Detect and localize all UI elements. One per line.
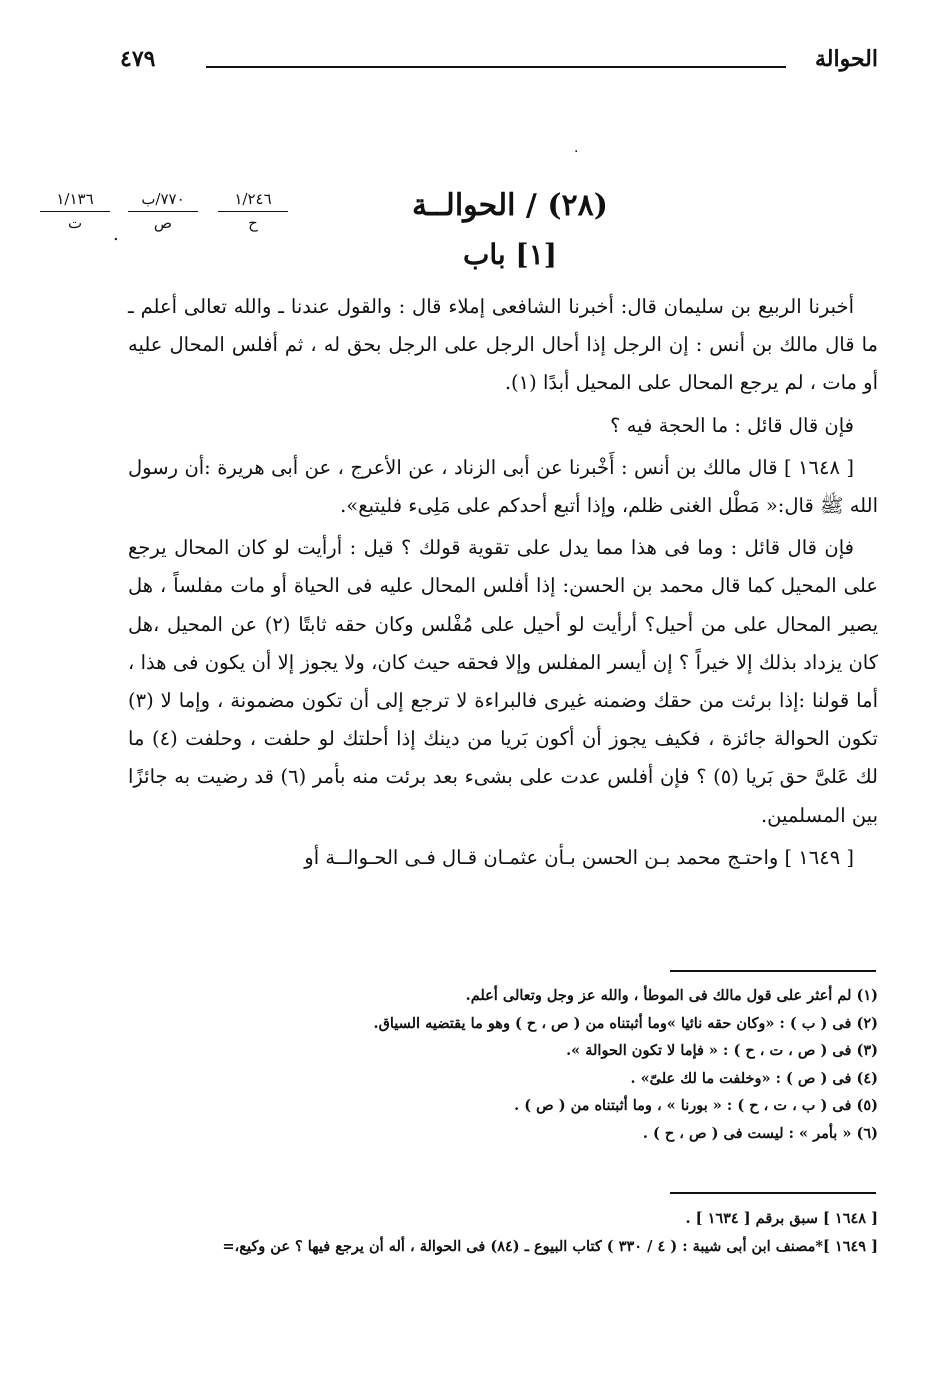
ref-folio: ١/١٣٦ [40,190,110,212]
hadith-note: [ ١٦٤٩ ]*مصنف ابن أبى شيبة : ( ٤ / ٣٣٠ ) كتاب البيوع ـ (٨٤) فى الحوالة ، أله أن يرجع فيها ؟ عن وكيع،= [222,1238,878,1255]
footnote: (٥) فى ( ب ، ت ، ح ) : « بورنا » ، وما أثبتناه من ( ص ) . [514,1097,878,1114]
running-title: الحوالة [815,46,878,72]
header-rule [206,66,786,68]
ref-siglum: ح [248,214,258,232]
paragraph: [ ١٦٤٨ ] قال مالك بن أنس : أَخْبرنا عن أبى الزناد ، عن الأعرج ، عن أبى هريرة :أن رسول الله ﷺ قال:« مَطْل الغنى ظلم، وإذا أتبع أحدكم على مَلِىء فليتبع». [128,455,878,518]
footnote: (٣) فى ( ص ، ت ، ح ) : « فإما لا تكون الحوالة ». [566,1042,878,1059]
ref-folio: ٧٧٠/ب [128,190,198,212]
manuscript-ref-ha [218,190,288,232]
paragraph: فإن قال قائل : وما فى هذا مما يدل على تقوية قولك ؟ قيل : أرأيت لو كان المحال يرجع على المحيل كما قال محمد بن الحسن: إذا أفلس المحال عليه فى الحياة أو مات مفلساً ، هل يصير المحال على من أحيل؟ أرأيت لو أحيل على مُفْلس وكان حقه ثابتًا (٢) عن المحيل ،هل كان يزداد بذلك إلا خيراً ؟ إن أيسر المفلس وإلا فحقه حيث كان، ولا يجوز إلا أن يكون فى هذا ، أما قولنا :إذا برئت من حقك وضمنه غيرى فالبراءة لا ترجع إلى أن تكون مضمونة ، وإما لا (٣) تكون الحوالة جائزة ، فكيف يجوز أن أكون بَريا من دينك إذا أحلتك لو حلفت ، وحلفت (٤) ما لك عَلىَّ حق بَريا (٥) ؟ فإن أفلس عدت على بشىء بعد برئت منه بأمر (٦) قد رضيت به جائزًا بين المسلمين. [128,536,878,827]
separator-dot: . [113,224,119,245]
ref-siglum: ص [153,214,173,232]
paragraph: [ ١٦٤٩ ] واحتـج محمد بـن الحسن بـأن عثمـان قـال فـى الحـوالــة أو [304,845,854,869]
chapter-title: (٢٨) / الحوالــة [412,188,608,223]
footnote: (٢) فى ( ب ) : «وكان حقه نائيا »وما أثبتناه من ( ص ، ح ) وهو ما يقتضيه السياق. [373,1014,878,1032]
stray-mark: . [574,140,579,156]
paragraph: فإن قال قائل : ما الحجة فيه ؟ [610,413,854,437]
main-text [128,288,878,881]
footnote-rule [670,970,876,972]
footnote: (١) لم أعثر على قول مالك فى الموطأ ، والله عز وجل وتعالى أعلم. [465,987,878,1004]
manuscript-ref-sad [128,190,198,232]
hadith-note: [ ١٦٤٨ ] سبق برقم [ ١٦٣٤ ] . [685,1210,878,1227]
running-header [120,44,878,84]
page-number: ٤٧٩ [120,46,156,72]
manuscript-ref-ta [40,190,110,232]
hadith-notes [140,1205,878,1261]
hadith-notes-rule [670,1192,876,1194]
section-title: [١] باب [463,238,557,271]
footnote: (٦) « بأمر » : ليست فى ( ص ، ح ) . [642,1124,878,1142]
footnotes [300,982,878,1147]
ref-folio: ١/٢٤٦ [218,190,288,212]
footnote: (٤) فى ( ص ) : «وخلفت ما لك علىّ» . [630,1069,878,1087]
ref-siglum: ت [67,214,83,232]
paragraph: أخبرنا الربيع بن سليمان قال: أخبرنا الشافعى إملاء قال : والقول عندنا ـ والله تعالى أعلم ـ ما قال مالك بن أنس : إن الرجل إذا أحال الرجل على الرجل بحق له ، ثم أفلس المحال عليه أو مات ، لم يرجع المحال على المحيل أبدًا (١). [128,295,878,395]
